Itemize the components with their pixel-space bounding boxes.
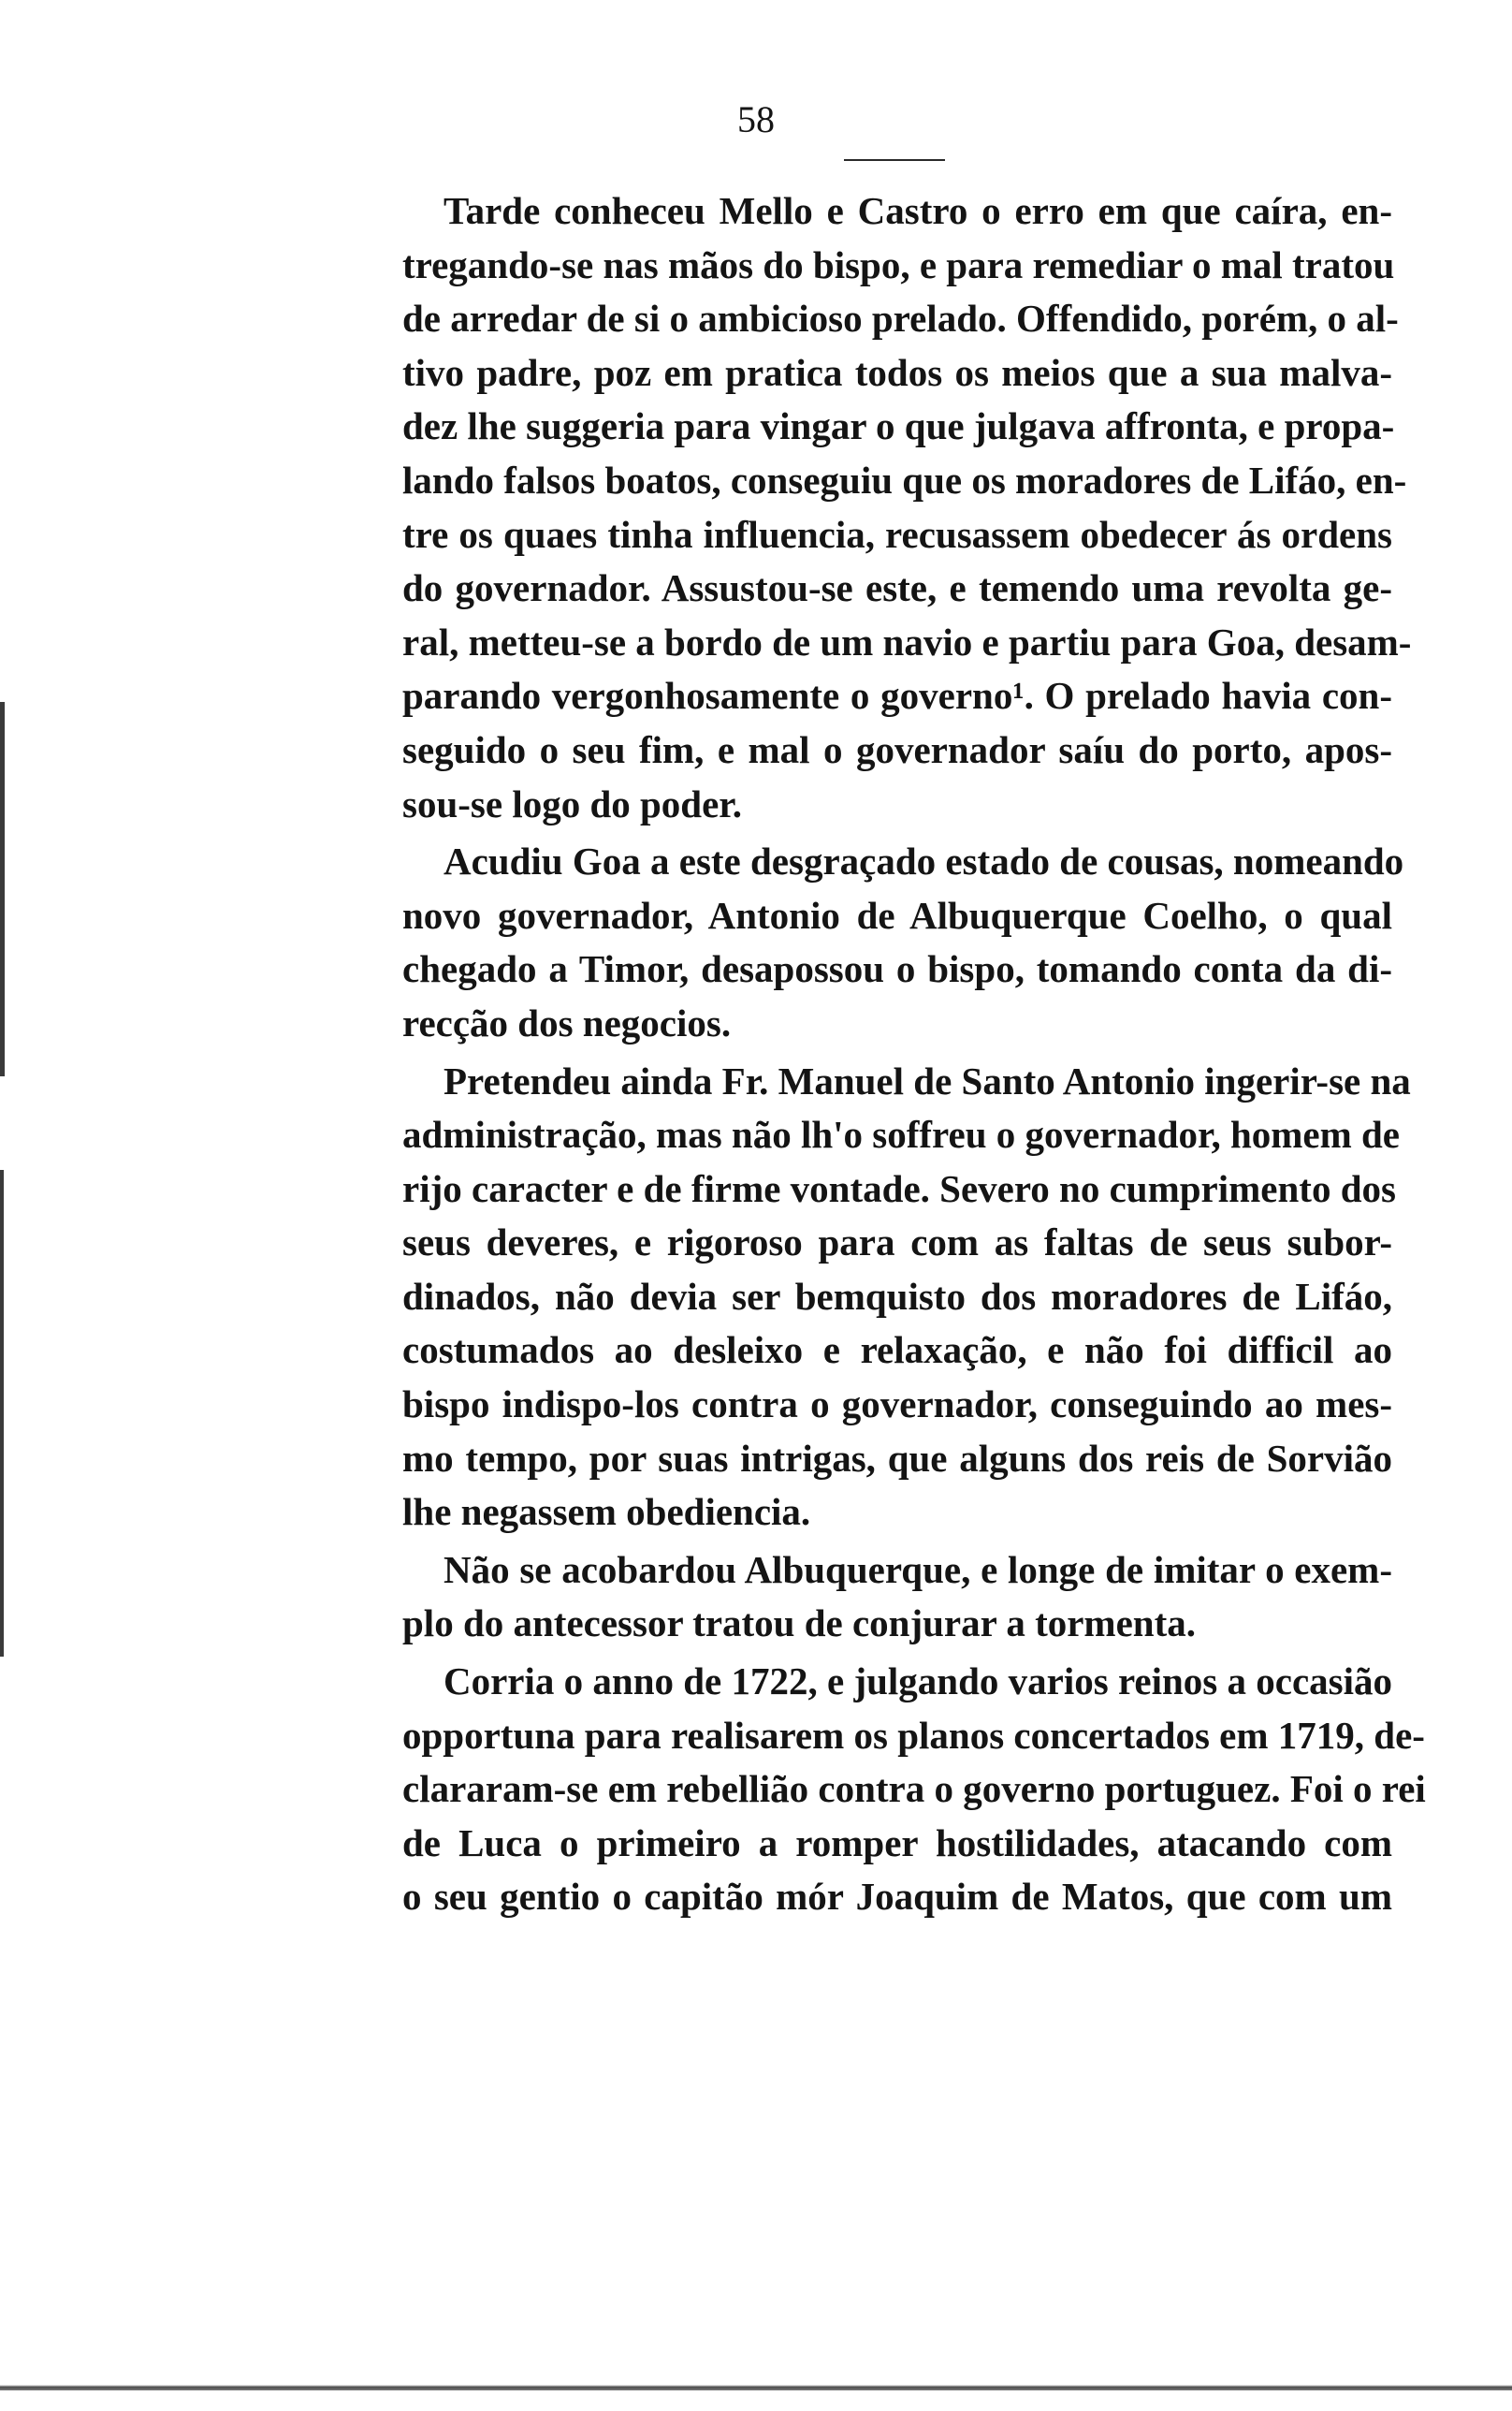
text-line: clararam-se em rebellião contra o governo portuguez. Foi o rei [402, 1767, 1426, 1811]
text-line: bispo indispo-los contra o governador, conseguindo ao mes- [402, 1382, 1392, 1426]
text-line: seguido o seu fim, e mal o governador saíu do porto, apos- [402, 727, 1392, 771]
text-line: dinados, não devia ser bemquisto dos moradores de Lifáo, [402, 1274, 1392, 1318]
text-line: rijo caracter e de firme vontade. Severo no cumprimento dos [402, 1166, 1396, 1210]
text-line: de Luca o primeiro a romper hostilidades, atacando com [402, 1820, 1392, 1864]
text-line: Não se acobardou Albuquerque, e longe de imitar o exem- [443, 1547, 1392, 1591]
text-line: seus deveres, e rigoroso para com as faltas de seus subor- [402, 1220, 1392, 1264]
text-line: Pretendeu ainda Fr. Manuel de Santo Antonio ingerir-se na [443, 1059, 1411, 1103]
text-line: lhe negassem obediencia. [402, 1490, 811, 1534]
text-line: o seu gentio o capitão mór Joaquim de Matos, que com um [402, 1875, 1392, 1919]
text-line: ral, metteu-se a bordo de um navio e partiu para Goa, desam- [402, 620, 1412, 664]
text-line: lando falsos boatos, conseguiu que os moradores de Lifáo, en- [402, 458, 1407, 502]
text-line: mo tempo, por suas intrigas, que alguns dos reis de Sorvião [402, 1436, 1392, 1480]
text-line: opportuna para realisarem os planos concertados em 1719, de- [402, 1713, 1425, 1757]
text-line: chegado a Timor, desapossou o bispo, tomando conta da di- [402, 947, 1392, 991]
text-line: recção dos negocios. [402, 1001, 732, 1045]
text-line: Corria o anno de 1722, e julgando varios reinos a occasião [443, 1659, 1392, 1703]
body-text [402, 184, 1426, 1924]
text-line: Acudiu Goa a este desgraçado estado de cousas, nomeando [443, 840, 1404, 884]
scan-bottom-edge [0, 2385, 1512, 2390]
text-line: Tarde conheceu Mello e Castro o erro em que caíra, en- [443, 189, 1392, 232]
text-line: tre os quaes tinha influencia, recusassem obedecer ás ordens [402, 512, 1392, 556]
text-line: sou-se logo do poder. [402, 782, 742, 826]
text-line: administração, mas não lh'o soffreu o governador, homem de [402, 1113, 1400, 1157]
scan-edge-shadow [0, 1170, 4, 1657]
text-line: parando vergonhosamente o governo¹. O prelado havia con- [402, 674, 1392, 718]
text-line: tregando-se nas mãos do bispo, e para remediar o mal tratou [402, 242, 1395, 286]
text-line: tivo padre, poz em pratica todos os meios que a sua malva- [402, 350, 1392, 394]
text-line: de arredar de si o ambicioso prelado. Offendido, porém, o al- [402, 297, 1399, 341]
text-line: do governador. Assustou-se este, e temendo uma revolta ge- [402, 566, 1392, 610]
text-line: costumados ao desleixo e relaxação, e não foi difficil ao [402, 1328, 1392, 1372]
text-line: novo governador, Antonio de Albuquerque Coelho, o qual [402, 893, 1392, 937]
scan-edge-shadow [0, 702, 5, 1076]
text-line: plo do antecessor tratou de conjurar a tormenta. [402, 1601, 1196, 1645]
text-line: dez lhe suggeria para vingar o que julgava affronta, e propa- [402, 404, 1395, 448]
page-number-rule [844, 159, 945, 161]
page-number: 58 [737, 98, 775, 140]
